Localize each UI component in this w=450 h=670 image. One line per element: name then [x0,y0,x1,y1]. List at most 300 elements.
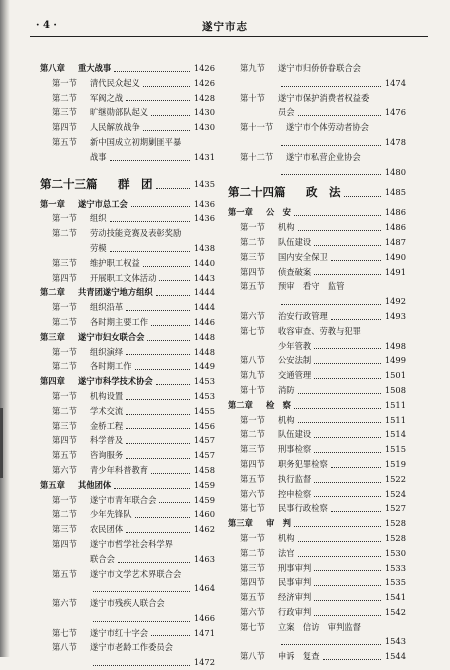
toc-chapter-entry [228,516,406,531]
toc-entry-label: 第二节 [52,405,77,416]
dot-leader [331,511,381,512]
dot-leader [314,274,381,275]
toc-page-number: 1436 [192,211,215,226]
toc-entry-title: 职务犯罪检察 [278,458,328,469]
toc-entry-title: 审 判 [266,518,291,529]
toc-entry-label: 第二章 [40,287,65,298]
toc-entry-label: 第四节 [240,577,265,588]
toc-entry-title: 遂宁市总工会 [78,198,128,209]
toc-section-entry [40,211,215,226]
toc-section-entry [40,463,215,478]
toc-entry-title: 控申检察 [278,488,312,499]
dot-leader [93,621,190,622]
toc-page-number: 1435 [192,171,215,197]
toc-page-number: 1449 [192,359,215,374]
dot-leader [93,591,190,592]
dot-leader [126,354,190,355]
toc-entry-label: 第三节 [240,444,265,455]
toc-entry-title: 经济审判 [278,592,312,603]
toc-section-entry [40,611,215,626]
toc-page-number: 1528 [383,516,406,531]
toc-section-entry [40,522,215,537]
toc-page-number: 1460 [192,507,215,522]
toc-entry-title: 各时期主要工作 [90,316,149,327]
toc-page-number: 1438 [192,241,215,256]
toc-entry-label: 第二节 [52,316,77,327]
toc-entry-label: 第五节 [52,450,77,461]
dot-leader [281,145,381,146]
dot-leader [281,174,381,175]
toc-entry-label: 第三节 [52,524,77,535]
dot-leader [126,458,190,459]
toc-section-entry [228,324,406,339]
toc-entry-label: 第二节 [240,429,265,440]
toc-page-number: 1430 [192,120,215,135]
toc-page-number: 1493 [383,309,406,324]
toc-entry-title: 立案 信访 审判监督 [278,621,361,632]
toc-section-entry [228,135,406,150]
toc-entry-label: 第二节 [52,509,77,520]
toc-page-number: 1515 [383,442,406,457]
toc-entry-title: 咨询服务 [90,450,124,461]
dot-leader [118,562,190,563]
toc-entry-title: 劳动技能竞赛及表彰奖励 [90,228,182,239]
toc-section-entry [40,626,215,641]
dot-leader [143,130,190,131]
toc-section-entry [40,537,215,552]
toc-section-entry [228,76,406,91]
dot-leader [131,206,190,207]
toc-entry-label: 第五节 [240,281,265,292]
toc-entry-label: 第三节 [52,420,77,431]
toc-section-entry [228,383,406,398]
toc-page-number: 1453 [192,374,215,389]
toc-section-entry [228,575,406,590]
dot-leader [126,100,190,101]
toc-page-number: 1463 [192,552,215,567]
toc-section-entry [228,250,406,265]
toc-entry-label: 第七节 [240,621,265,632]
toc-section-entry [40,150,215,165]
toc-section-entry [40,596,215,611]
page-header [0,0,450,40]
toc-entry-label: 第六节 [52,464,77,475]
toc-section-entry [228,546,406,561]
toc-entry-label: 第三章 [228,518,253,529]
toc-entry-title: 法官 [278,547,295,558]
dot-leader [110,160,190,161]
toc-entry-label: 第十一节 [240,122,274,133]
toc-entry-label: 第六节 [52,598,77,609]
toc-entry-label: 第八节 [240,355,265,366]
binding-mark [0,408,3,478]
toc-page-number: 1443 [192,271,215,286]
toc-section-entry [228,61,406,76]
toc-entry-title: 学术交流 [90,405,124,416]
dot-leader [93,665,190,666]
toc-chapter-entry [40,478,215,493]
toc-entry-title: 行政审判 [278,606,312,617]
toc-section-entry [40,76,215,91]
dot-leader [156,188,190,189]
toc-section-entry [40,640,215,655]
toc-section-entry [228,165,406,180]
toc-entry-title: 遂宁市红十字会 [90,627,149,638]
dot-leader [314,600,381,601]
toc-page-number: 1524 [383,487,406,502]
toc-entry-label: 第二节 [240,547,265,558]
dot-leader [314,245,381,246]
toc-page-number: 1459 [192,493,215,508]
toc-page-number: 1448 [192,345,215,360]
toc-entry-title: 国内安全保卫 [278,251,328,262]
toc-entry-label: 第九节 [240,63,265,73]
toc-entry-title: 检 察 [266,399,291,410]
toc-entry-title: 遂宁市青年联合会 [90,494,157,505]
toc-chapter-entry [40,61,215,76]
toc-chapter-entry [40,330,215,345]
toc-entry-title: 青少年科普教育 [90,464,149,475]
toc-page-number: 1464 [192,581,215,596]
toc-page-number: 1491 [383,265,406,280]
toc-entry-label: 第四节 [240,458,265,469]
dot-leader [159,280,189,281]
toc-entry-title: 组织演绎 [90,346,124,357]
toc-page-number: 1541 [383,590,406,605]
toc-section-entry [228,120,406,135]
toc-section-entry [40,655,215,670]
toc-entry-title: 机构 [278,414,295,425]
toc-entry-label: 第六节 [240,488,265,499]
toc-section-entry [40,389,215,404]
toc-page-number: 1444 [192,285,215,300]
toc-entry-title: 开展职工文体活动 [90,272,157,283]
toc-page-number: 1472 [192,655,215,670]
dot-leader [323,659,381,660]
toc-entry-title: 执行监督 [278,473,312,484]
toc-section-entry [40,120,215,135]
dot-leader [294,526,381,527]
toc-entry-label: 第一节 [240,222,265,233]
toc-chapter-entry [40,285,215,300]
book-title: 遂宁市志 [202,21,248,33]
dot-leader [281,86,381,87]
toc-entry-label: 第一节 [52,346,77,357]
toc-page-number: 1476 [383,105,406,120]
dot-leader [281,644,381,645]
toc-section-entry [228,294,406,309]
toc-page-number: 1426 [192,61,215,76]
toc-section-entry [40,567,215,582]
toc-entry-label: 第一节 [52,494,77,505]
toc-section-entry [228,265,406,280]
toc-entry-label: 第四节 [52,272,77,283]
dot-leader [314,437,381,438]
toc-page-number: 1448 [192,330,215,345]
toc-column-left [40,61,215,670]
toc-section-entry [40,507,215,522]
dot-leader [143,86,190,87]
toc-page-number: 1533 [383,561,406,576]
toc-page-number: 1428 [192,91,215,106]
toc-chapter-entry [40,374,215,389]
dot-leader [314,482,381,483]
toc-entry-label: 第一节 [52,302,77,313]
toc-entry-title: 战事 [90,151,107,162]
toc-page-number: 1455 [192,404,215,419]
toc-section-entry [228,487,406,502]
toc-entry-title: 机构设置 [90,390,124,401]
toc-column-right [228,61,406,664]
toc-page-number: 1444 [192,300,215,315]
toc-entry-title: 组织 [90,213,107,224]
toc-page-number: 1530 [383,546,406,561]
toc-part-entry [40,171,215,197]
toc-section-entry [40,256,215,271]
toc-section-entry [228,368,406,383]
toc-page-number: 1542 [383,605,406,620]
toc-entry-label: 第七节 [240,325,265,336]
toc-entry-title: 收容审查、劳教与犯罪 [278,325,361,336]
toc-section-entry [40,552,215,567]
header-rule [30,36,428,37]
toc-page-number: 1522 [383,472,406,487]
toc-entry-label: 第四章 [40,376,65,387]
toc-page-number: 1426 [192,76,215,91]
toc-page-number: 1485 [383,179,406,205]
toc-page-number: 1457 [192,433,215,448]
toc-page-number: 1457 [192,448,215,463]
toc-page-number: 1508 [383,383,406,398]
dot-leader [110,221,190,222]
toc-page-number: 1514 [383,427,406,442]
toc-entry-title: 队伍建设 [278,429,312,440]
toc-section-entry [40,91,215,106]
toc-entry-title: 军阀之战 [90,92,124,103]
toc-page-number: 1487 [383,235,406,250]
toc-entry-label: 第八章 [40,63,65,73]
toc-entry-label: 第五章 [40,479,65,490]
toc-entry-title: 遂宁市保护消费者权益委 [278,92,370,103]
dot-leader [298,230,381,231]
page-binding-edge [0,0,10,657]
toc-entry-label: 第五节 [240,592,265,603]
toc-entry-title: 民事行政检察 [278,503,328,514]
toc-entry-title: 交通管理 [278,370,312,381]
toc-section-entry [228,590,406,605]
toc-entry-title: 群 团 [118,176,153,191]
toc-entry-label: 第五节 [52,136,77,147]
toc-entry-title: 清代民众起义 [90,77,140,88]
toc-entry-title: 遂宁市科学技术协会 [78,376,153,387]
toc-page-number: 1474 [383,76,406,91]
toc-entry-label: 第七节 [240,503,265,514]
dot-leader [331,260,381,261]
toc-section-entry [40,448,215,463]
dot-leader [331,467,381,468]
toc-entry-label: 第二十四篇 [228,185,286,200]
toc-entry-title: 遂宁市哲学社会科学界 [90,538,173,549]
toc-entry-label: 第十二节 [240,151,274,162]
toc-page-number: 1499 [383,353,406,368]
toc-entry-title: 机构 [278,222,295,233]
dot-leader [314,348,381,349]
toc-entry-label: 第十节 [240,92,265,103]
toc-section-entry [228,353,406,368]
toc-section-entry [228,427,406,442]
toc-entry-title: 治安行政管理 [278,310,328,321]
toc-entry-title: 公 安 [266,207,291,218]
toc-entry-label: 第八节 [240,651,265,662]
toc-page-number: 1486 [383,205,406,220]
dot-leader [298,422,381,423]
dot-leader [298,556,381,557]
toc-entry-label: 第五节 [240,473,265,484]
toc-entry-label: 第四节 [52,538,77,549]
dot-leader [314,585,381,586]
toc-section-entry [40,419,215,434]
toc-page-number: 1478 [383,135,406,150]
dot-leader [151,473,190,474]
toc-entry-title: 侦查破案 [278,266,312,277]
dot-leader [314,378,381,379]
toc-page-number: 1459 [192,478,215,493]
toc-section-entry [228,561,406,576]
toc-section-entry [40,581,215,596]
dot-leader [114,488,190,489]
dot-leader [314,452,381,453]
dot-leader [143,266,190,267]
toc-section-entry [228,605,406,620]
toc-entry-title: 刑事检察 [278,444,312,455]
toc-entry-title: 金桥工程 [90,420,124,431]
dot-leader [126,310,190,311]
dot-leader [314,496,381,497]
toc-entry-title: 遂宁市私营企业协会 [286,151,361,162]
dot-leader [281,304,381,305]
toc-entry-label: 第一节 [52,77,77,88]
toc-page-number: 1528 [383,531,406,546]
toc-page-number: 1446 [192,315,215,330]
toc-entry-label: 第三节 [240,562,265,573]
toc-entry-title: 重大战事 [78,63,112,73]
toc-entry-title: 联合会 [90,553,115,564]
toc-section-entry [40,404,215,419]
toc-entry-title: 组织沿革 [90,302,124,313]
toc-entry-title: 新中国成立初期剿匪平暴 [90,136,182,147]
toc-entry-label: 第一章 [228,207,253,218]
toc-entry-label: 第二节 [52,228,77,239]
dot-leader [151,635,190,636]
toc-entry-label: 第一章 [40,198,65,209]
toc-page-number: 1535 [383,575,406,590]
toc-page-number: 1431 [192,150,215,165]
toc-page-number: 1511 [383,413,406,428]
dot-leader [314,615,381,616]
toc-section-entry [228,620,406,635]
toc-page-number: 1480 [383,165,406,180]
toc-entry-label: 第六节 [240,606,265,617]
toc-entry-title: 员会 [278,107,295,118]
toc-section-entry [40,315,215,330]
dot-leader [135,517,190,518]
toc-page-number: 1436 [192,197,215,212]
dot-leader [110,251,190,252]
toc-entry-title: 预审 看守 监管 [278,281,345,292]
dot-leader [159,502,189,503]
dot-leader [126,414,190,415]
toc-page-number: 1462 [192,522,215,537]
toc-entry-label: 第一节 [52,390,77,401]
toc-section-entry [228,105,406,120]
toc-page-number: 1498 [383,339,406,354]
toc-section-entry [40,241,215,256]
toc-entry-title: 刑事审判 [278,562,312,573]
toc-page-number: 1430 [192,105,215,120]
toc-page-number: 1486 [383,220,406,235]
toc-page-number: 1501 [383,368,406,383]
toc-entry-label: 第四节 [52,435,77,446]
toc-page-number: 1453 [192,389,215,404]
toc-entry-label: 第三节 [240,251,265,262]
toc-entry-title: 遂宁市个体劳动者协会 [286,122,369,133]
toc-entry-label: 第四节 [240,266,265,277]
toc-entry-title: 人民解放战争 [90,122,140,133]
toc-section-entry [228,279,406,294]
toc-entry-title: 队伍建设 [278,236,312,247]
toc-page-number: 1466 [192,611,215,626]
toc-section-entry [40,433,215,448]
toc-entry-title: 遂宁市文学艺术界联合会 [90,568,182,579]
toc-entry-title: 旷继勋部队起义 [90,107,149,118]
toc-page-number: 1458 [192,463,215,478]
toc-section-entry [228,150,406,165]
toc-page-number: 1544 [383,649,406,664]
toc-entry-label: 第一节 [240,414,265,425]
toc-page-number: 1490 [383,250,406,265]
toc-entry-label: 第二章 [228,399,253,410]
toc-section-entry [40,493,215,508]
dot-leader [151,115,190,116]
dot-leader [126,532,190,533]
toc-entry-title: 遂宁市老龄工作委员会 [90,642,173,653]
dot-leader [156,295,190,296]
toc-section-entry [40,345,215,360]
dot-leader [314,570,381,571]
toc-entry-label: 第六节 [240,310,265,321]
toc-page-number: 1440 [192,256,215,271]
toc-entry-title: 遂宁市归侨侨眷联合会 [278,63,361,73]
toc-entry-label: 第八节 [52,642,77,653]
toc-entry-label: 第一节 [52,213,77,224]
toc-entry-label: 第一节 [240,532,265,543]
toc-entry-label: 第三节 [52,107,77,118]
toc-entry-title: 遂宁市残疾人联合会 [90,598,165,609]
toc-section-entry [40,359,215,374]
toc-entry-label: 第四节 [52,122,77,133]
toc-entry-title: 共青团遂宁地方组织 [78,287,153,298]
toc-entry-label: 第九节 [240,370,265,381]
toc-section-entry [228,91,406,106]
toc-page-number: 1456 [192,419,215,434]
toc-section-entry [228,309,406,324]
toc-page-number: 1511 [383,398,406,413]
toc-page-number: 1543 [383,634,406,649]
toc-entry-label: 第二节 [52,92,77,103]
dot-leader [331,319,381,320]
dot-leader [298,541,381,542]
toc-section-entry [228,634,406,649]
